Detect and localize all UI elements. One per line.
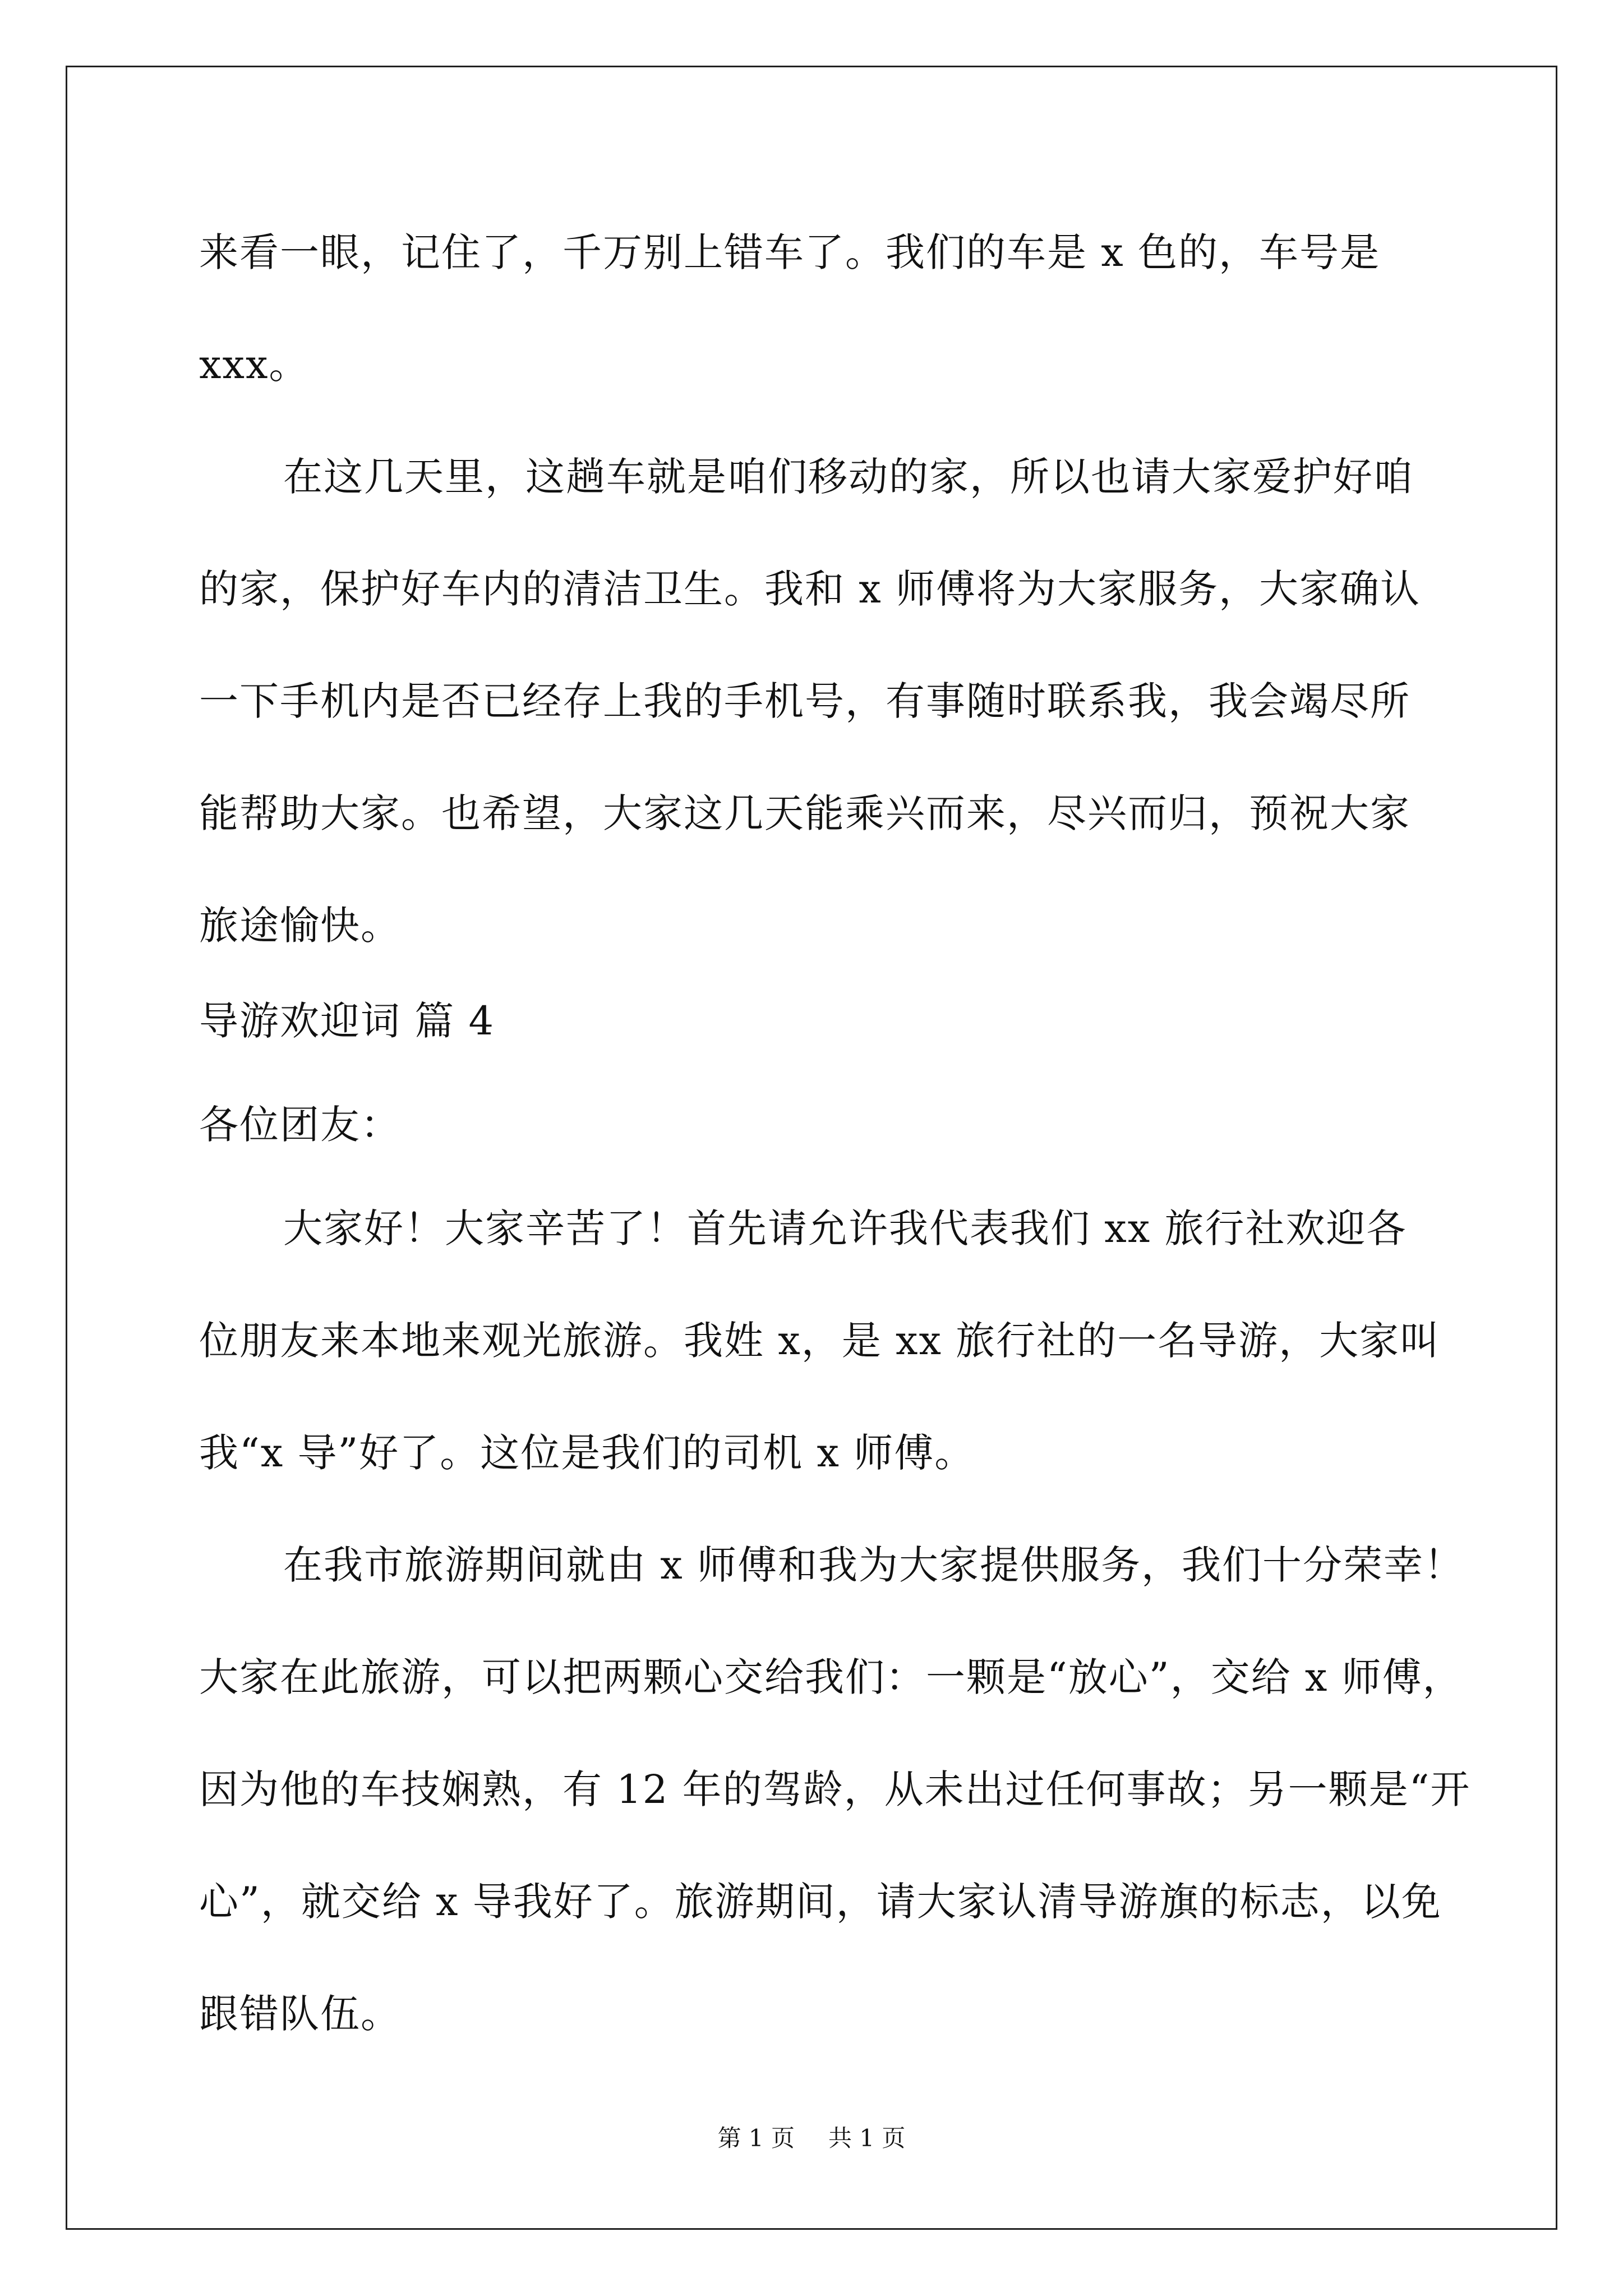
body-line: xxx。: [199, 342, 310, 388]
page-total: 共 1 页: [828, 2124, 906, 2152]
body-line: 旅途愉快。: [199, 903, 401, 949]
body-line: 因为他的车技娴熟，有 12 年的驾龄，从未出过任何事故；另一颗是“开: [199, 1766, 1471, 1812]
body-line: 的家，保护好车内的清洁卫生。我和 x 师傅将为大家服务，大家确认: [199, 566, 1421, 612]
body-line: 我“x 导”好了。这位是我们的司机 x 师傅。: [199, 1430, 975, 1476]
body-line: 能帮助大家。也希望，大家这几天能乘兴而来，尽兴而归，预祝大家: [199, 790, 1410, 836]
body-line: 一下手机内是否已经存上我的手机号，有事随时联系我，我会竭尽所: [199, 678, 1410, 724]
body-line: 心”，就交给 x 导我好了。旅游期间，请大家认清导游旗的标志，以免: [199, 1879, 1442, 1925]
page-footer: [0, 2122, 1623, 2155]
paragraph-start-line: 在这几天里，这趟车就是咱们移动的家，所以也请大家爱护好咱: [283, 454, 1414, 500]
paragraph-start-line: 在我市旅游期间就由 x 师傅和我为大家提供服务，我们十分荣幸！: [283, 1542, 1464, 1588]
salutation: 各位团友：: [199, 1102, 401, 1148]
body-line: 跟错队伍。: [199, 1991, 401, 2037]
body-line: 位朋友来本地来观光旅游。我姓 x，是 xx 旅行社的一名导游，大家叫: [199, 1318, 1441, 1364]
section-heading: 导游欢迎词 篇 4: [199, 998, 495, 1044]
paragraph-start-line: 大家好！大家辛苦了！首先请允许我代表我们 xx 旅行社欢迎各: [283, 1205, 1407, 1251]
page-number: 第 1 页: [717, 2124, 795, 2152]
body-line: 来看一眼，记住了，千万别上错车了。我们的车是 x 色的，车号是: [199, 229, 1380, 275]
body-line: 大家在此旅游，可以把两颗心交给我们：一颗是“放心”，交给 x 师傅，: [199, 1654, 1463, 1700]
